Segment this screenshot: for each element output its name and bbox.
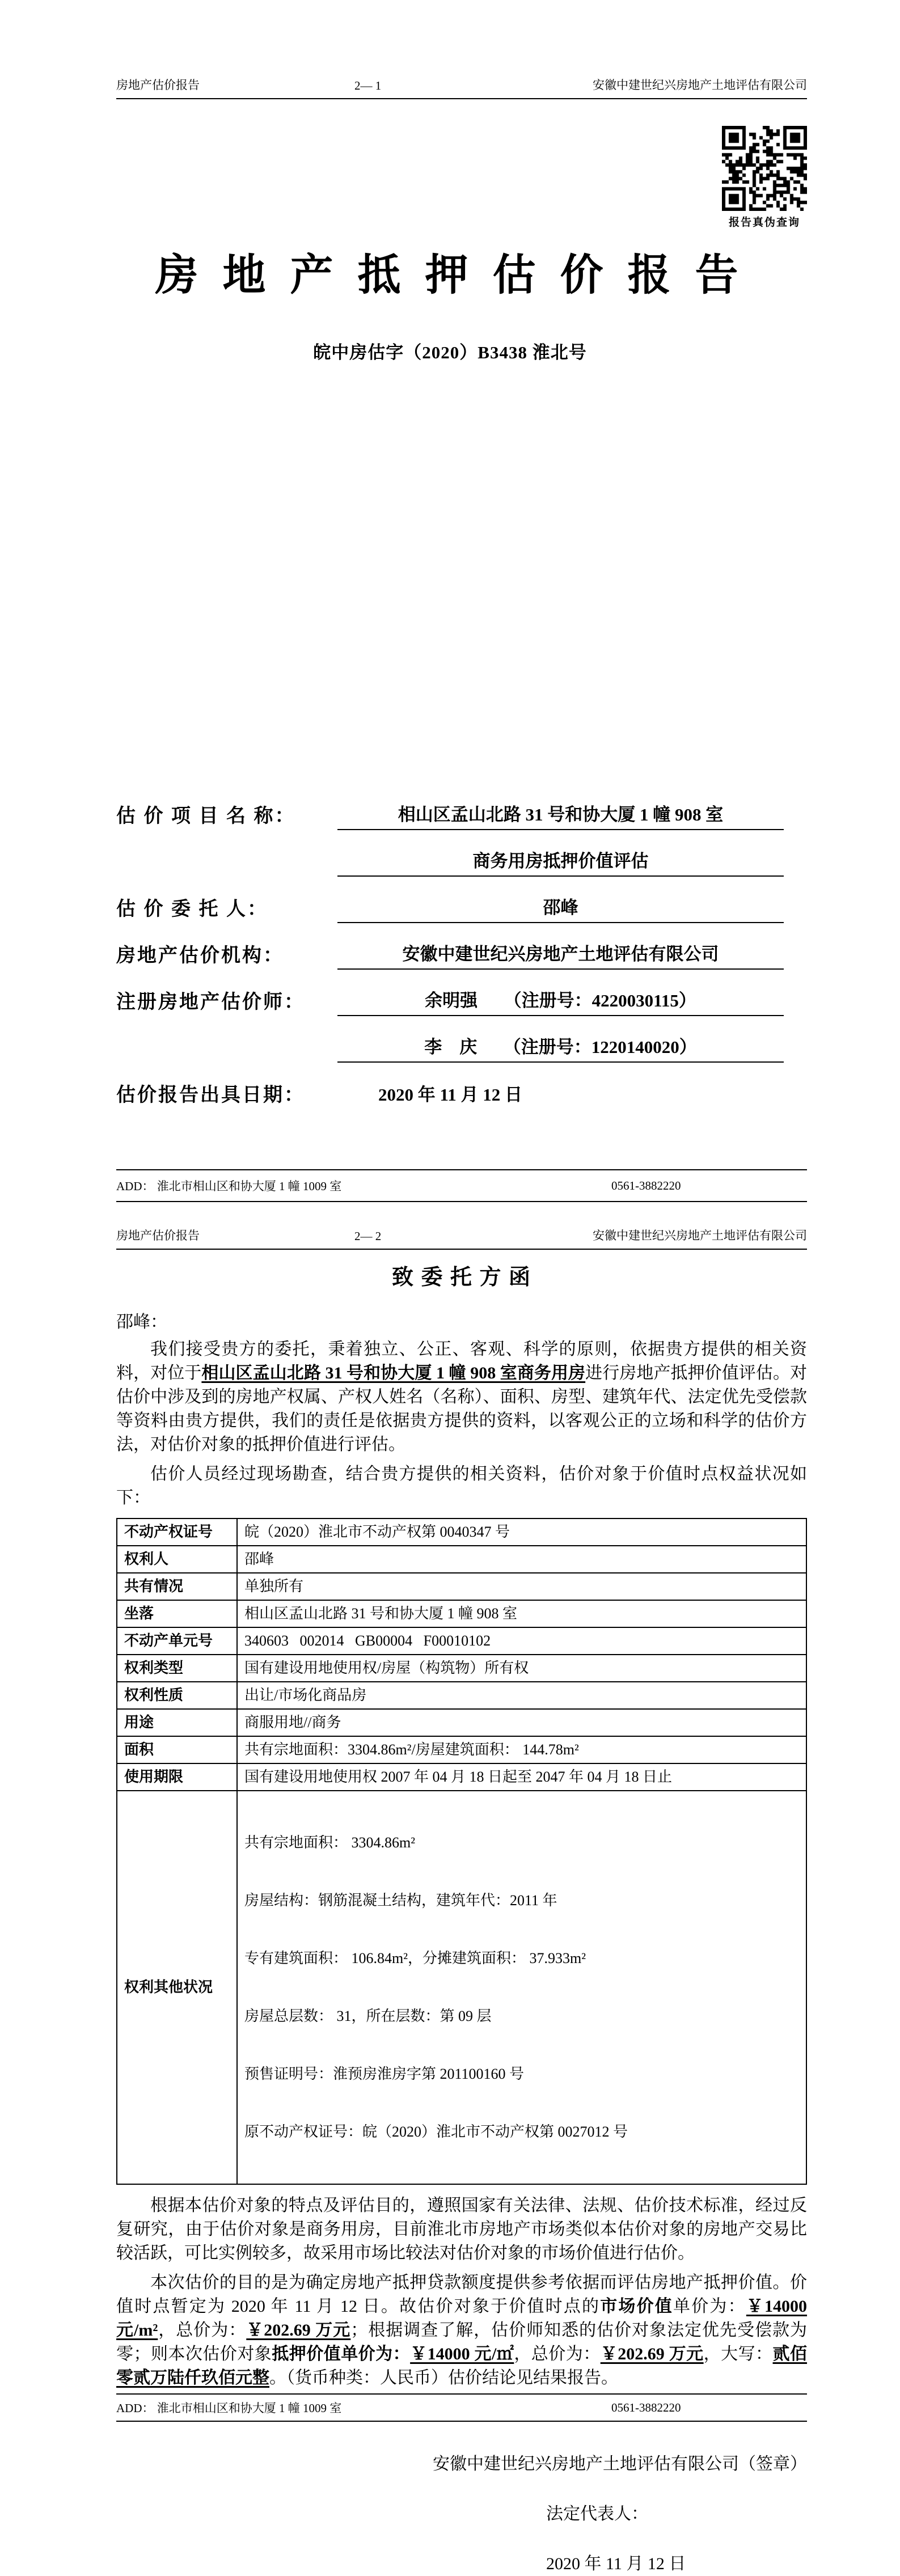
text-segment: ￥202.69 万元 [246,2321,351,2340]
field-value-appraiser-2: 李 庆 （注册号：1220140020） [337,1033,784,1063]
table-row-owner [117,1546,806,1573]
table-value-cell: 340603 002014 GB00004 F00010102 [237,1627,806,1655]
text-segment: 。（货币种类：人民币）估价结论见结果报告。 [269,2368,618,2387]
field-issue-date [116,1077,784,1109]
table-row-area [117,1736,806,1763]
text-segment: ，总价为： [158,2321,247,2340]
field-label-client: 估 价 委 托 人： [116,898,268,920]
signature-block [116,2452,807,2576]
table-label-cell: 面积 [117,1736,237,1763]
text-segment: 单价为： [673,2297,746,2316]
table-row-other-status [117,1791,806,2184]
report-title: 房 地 产 抵 押 估 价 报 告 [155,252,745,299]
table-value-cell: 共有宗地面积：3304.86m²/房屋建筑面积： 144.78m² [237,1736,806,1763]
table-label-cell: 共有情况 [117,1573,237,1600]
qr-code-image [722,126,807,211]
table-value-cell: 国有建设用地使用权/房屋（构筑物）所有权 [237,1655,806,1682]
page-2-footer [116,2393,807,2422]
footer-phone: 0561-3882220 [611,2400,681,2414]
paragraph-survey: 估价人员经过现场勘查，结合贵方提供的相关资料，估价对象于价值时点权益状况如下： [116,1465,807,1507]
signature-date: 2020 年 11 月 12 日 [546,2554,686,2573]
table-label-cell: 不动产权证号 [117,1518,237,1546]
table-label-cell: 坐落 [117,1600,237,1627]
header-company-name: 安徽中建世纪兴房地产土地评估有限公司 [593,1229,807,1242]
text-segment: ，总价为： [514,2345,601,2363]
text-segment: 本次估价的目的是为确定房地产抵押贷款额度提供参考依据而评估房地产抵押价值。价值时点暂定为 2020 年 11 月 12 日。故估价对象于价值时点的 [116,2273,807,2316]
cover-fields [116,798,784,1124]
table-row-term [117,1763,806,1791]
table-value-cell: 国有建设用地使用权 2007 年 04 月 18 日起至 2047 年 04 月 18 日止 [237,1763,806,1791]
table-label-cell: 权利人 [117,1546,237,1573]
page-1-footer [116,1169,807,1202]
footer-address: ADD： 淮北市相山区和协大厦 1 幢 1009 室 [116,1179,342,1193]
letter-title: 致 委 托 方 函 [391,1266,531,1289]
letter-body [116,1263,807,2576]
table-row-right-nature [117,1682,806,1709]
qr-caption: 报告真伪查询 [728,217,800,229]
table-value-cell: 邵峰 [237,1546,806,1573]
table-line-exclusive-area: 专有建筑面积： 106.84m²，分摊建筑面积： 37.933m² [244,1950,586,1966]
table-line-parcel-area: 共有宗地面积： 3304.86m² [244,1834,416,1851]
field-value-client: 邵峰 [337,893,784,923]
field-project-name-line2 [116,845,784,877]
header-page-number: 2— 2 [354,1229,382,1243]
table-label-cell: 用途 [117,1709,237,1736]
text-segment: ￥14000 元/㎡ [410,2345,514,2363]
qr-verification-block [722,126,807,229]
document-number: 皖中房估字（2020）B3438 淮北号 [313,342,587,362]
field-value-date: 2020 年 11 月 12 日 [378,1084,523,1105]
text-segment: 市场价值 [600,2297,674,2316]
table-label-cell: 不动产单元号 [117,1627,237,1655]
table-line-structure: 房屋结构：钢筋混凝土结构，建筑年代：2011 年 [244,1892,557,1909]
header-page-number: 2— 1 [354,79,382,92]
table-value-cell: 皖（2020）淮北市不动产权第 0040347 号 [237,1518,806,1546]
table-value-cell: 相山区孟山北路 31 号和协大厦 1 幢 908 室 [237,1600,806,1627]
table-label-cell: 使用期限 [117,1763,237,1791]
table-label-cell: 权利其他状况 [117,1791,237,2184]
table-line-original-cert: 原不动产权证号：皖（2020）淮北市不动产权第 0027012 号 [244,2124,628,2140]
text-segment: 进行房地产抵押价值评估。对估价中涉及到的房地产权属、产权人姓名（名称）、面积、房型、建筑年代、法定优先受偿款等资料由贵方提供，我们的责任是依据贵方提供的资料，以客观公正的立场和科学的估价方法，对估价对象的抵押价值进行评估。 [116,1364,808,1454]
text-segment: 贰佰零贰万陆仟玖佰元整 [116,2345,808,2387]
table-row-use [117,1709,806,1736]
field-label-project: 估 价 项 目 名 称： [116,805,296,827]
table-label-cell: 权利性质 [117,1682,237,1709]
table-row-location [117,1600,806,1627]
paragraph-engagement [116,1338,807,1457]
table-line-presale-no: 预售证明号：淮预房淮房字第 201100160 号 [244,2066,525,2082]
text-segment: 相山区孟山北路 31 号和协大厦 1 幢 908 室商务用房 [201,1364,586,1382]
table-row-right-type [117,1655,806,1682]
text-segment: ￥202.69 万元 [600,2345,704,2363]
table-value-cell: 商服用地//商务 [237,1709,806,1736]
field-agency [116,938,784,970]
field-project-name [116,798,784,830]
text-segment: 我们接受贵方的委托，秉着独立、公正、客观、科学的原则，依据贵方提供的相关资料，对位于 [116,1340,807,1382]
page-2 [0,1211,900,2573]
table-value-cell: 单独所有 [237,1573,806,1600]
table-line-floors: 房屋总层数： 31，所在层数：第 09 层 [244,2008,492,2024]
table-label-cell: 权利类型 [117,1655,237,1682]
paragraph-method: 根据本估价对象的特点及评估目的，遵照国家有关法律、法规、估价技术标准，经过反复研究，由于估价对象是商务用房，目前淮北市房地产市场类似本估价对象的房地产交易比较活跃，可比实例较多，故采用市场比较法对估价对象的市场价值进行估价。 [116,2196,807,2262]
field-value-appraiser-1: 余明强 （注册号：4220030115） [337,986,784,1016]
salutation: 邵峰： [116,1313,167,1331]
footer-address: ADD： 淮北市相山区和协大厦 1 幢 1009 室 [116,2401,342,2415]
field-appraiser-2 [116,1031,784,1063]
text-segment: 抵押价值单价为： [272,2345,411,2363]
table-row-co-ownership [117,1573,806,1600]
field-value-project-line2: 商务用房抵押价值评估 [337,847,784,877]
header-report-type: 房地产估价报告 [116,1229,200,1242]
table-row-unit-no [117,1627,806,1655]
field-appraiser-1 [116,984,784,1016]
field-label-date: 估价报告出具日期： [116,1084,305,1106]
text-segment: ；根据调查了解，估价师知悉的估价对象法定优先受偿款为零；则本次估价对象 [116,2321,808,2363]
property-rights-table [116,1518,807,2185]
table-row-cert-no [117,1518,806,1546]
field-label-agency: 房地产估价机构： [116,945,284,966]
header-report-type: 房地产估价报告 [116,78,200,92]
field-value-agency: 安徽中建世纪兴房地产土地评估有限公司 [337,940,784,970]
table-value-cell [237,1791,806,2184]
paragraph-conclusion [116,2271,807,2390]
text-segment: ￥14000 元/m² [116,2297,808,2340]
signature-company: 安徽中建世纪兴房地产土地评估有限公司（签章） [433,2455,807,2473]
page-1-header [116,76,807,99]
field-value-project-line1: 相山区孟山北路 31 号和协大厦 1 幢 908 室 [337,800,784,830]
text-segment: ，大写： [703,2345,773,2363]
header-company-name: 安徽中建世纪兴房地产土地评估有限公司 [593,78,807,92]
field-client [116,891,784,923]
footer-phone: 0561-3882220 [611,1178,681,1192]
signature-legal-rep: 法定代表人： [546,2505,648,2523]
field-label-appraiser: 注册房地产估价师： [116,991,305,1013]
table-value-cell: 出让/市场化商品房 [237,1682,806,1709]
page-1 [0,0,900,1211]
page-2-header [116,1226,807,1250]
